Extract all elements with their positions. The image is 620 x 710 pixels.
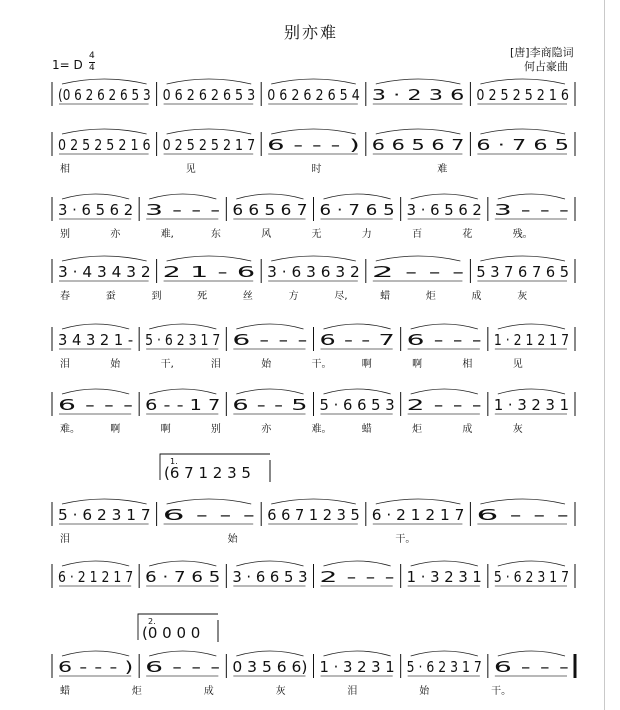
lyric-syllable: 炬	[425, 291, 436, 302]
measure-notes: 3 · 2 3 6	[371, 86, 465, 104]
measure-notes: 2 1 - 6	[162, 263, 256, 281]
lyric-syllable: 方	[288, 291, 299, 302]
lyric-syllable: 蚕	[105, 291, 116, 302]
measure-notes: 3 - - -	[145, 201, 221, 219]
volta-notes: (6 7 1 2 3 5	[164, 464, 251, 482]
measure-notes: 5 · 6 6 5 3	[319, 396, 395, 414]
measure-notes: (0 6 2 6 2 6 5 3	[58, 86, 151, 104]
measure-notes: 3 - - -	[493, 201, 569, 219]
measure-notes: 6 6 5 6 7	[232, 201, 308, 219]
song-title: 别亦难	[284, 23, 339, 42]
lyric-syllable: 难。	[311, 424, 332, 435]
lyric-syllable: 炬	[412, 424, 423, 435]
lyric-syllable: 始	[227, 534, 238, 545]
slur	[167, 256, 252, 261]
slur	[149, 561, 216, 566]
key-signature: 1= D	[52, 58, 83, 72]
lyric-syllable: 泪	[347, 686, 358, 697]
measure-notes: 6 · 7 6 5	[319, 201, 395, 219]
measure-notes: 6 - - - )	[58, 658, 134, 676]
slur	[271, 129, 356, 134]
measure-notes: 5 · 6 2 3 1 7	[493, 568, 569, 586]
lyric-syllable: 灰	[517, 291, 528, 302]
measure-notes: 2 - - -	[406, 396, 482, 414]
measure-notes: 0 2 5 2 5 2 1 7	[162, 136, 256, 154]
measure-notes: 3 · 4 3 4 3 2	[58, 263, 151, 281]
lyric-syllable: 啊	[160, 424, 171, 435]
lyric-syllable: 到	[151, 291, 162, 302]
slur	[376, 129, 461, 134]
slur	[498, 194, 565, 199]
lyric-syllable: 尽,	[334, 291, 348, 302]
lyric-syllable: 泪	[60, 359, 70, 370]
lyric-syllable: 成	[471, 291, 482, 302]
measure-notes: 5 · 6 2 3 1 7	[145, 331, 221, 349]
measure-notes: 6 - - -	[232, 331, 308, 349]
volta-number: 1.	[170, 457, 178, 466]
slur	[62, 389, 129, 394]
lyric-syllable: 成	[462, 424, 473, 435]
slur	[498, 389, 565, 394]
slur	[480, 129, 565, 134]
slur	[236, 389, 303, 394]
measure-notes: 5 · 6 2 3 1 7	[406, 658, 482, 676]
time-signature-bottom: 4	[89, 63, 95, 73]
lyric-syllable: 力	[361, 229, 372, 240]
lyric-syllable: 啊	[412, 359, 423, 370]
lyric-syllable: 花	[462, 229, 473, 240]
lyric-syllable: 泪	[210, 359, 221, 370]
measure-notes: 6 · 2 1 2 1 7	[58, 568, 134, 586]
slur	[324, 651, 391, 656]
measure-notes: 6 · 7 6 5	[476, 136, 569, 154]
measure-notes: 6 - - -	[58, 396, 134, 414]
slur	[62, 499, 147, 504]
slur	[62, 651, 129, 656]
measure-notes: 1 · 3 2 3 1	[493, 396, 569, 414]
lyric-syllable: 灰	[275, 686, 286, 697]
measure-notes: 0 6 2 6 2 6 5 4	[267, 86, 360, 104]
lyric-syllable: 别	[60, 229, 70, 240]
measure-notes: 6 - - -	[493, 658, 569, 676]
lyric-syllable: 百	[412, 229, 423, 240]
lyric-syllable: 干。	[491, 686, 512, 697]
slur	[498, 324, 565, 329]
slur	[324, 194, 391, 199]
lyric-syllable: 始	[261, 359, 272, 370]
measure-notes: 0 2 5 2 5 2 1 6	[476, 86, 569, 104]
measure-notes: 3 · 6 3 6 3 2	[267, 263, 360, 281]
lyric-syllable: 干,	[160, 359, 174, 370]
measure-notes: 1 · 3 2 3 1	[406, 568, 482, 586]
composer-credit: 何占豪曲	[524, 60, 568, 73]
lyric-syllable: 残。	[512, 229, 533, 240]
lyric-syllable: 蜡	[361, 424, 372, 435]
measure-notes: 0 6 2 6 2 6 5 3	[162, 86, 256, 104]
slur	[62, 194, 129, 199]
slur	[62, 79, 147, 84]
lyric-syllable: 风	[261, 229, 272, 240]
measure-notes: 6 - - - )	[267, 136, 360, 154]
slur	[149, 651, 216, 656]
slur	[271, 79, 356, 84]
lyric-syllable: 始	[110, 359, 121, 370]
time-signature-top: 4	[89, 51, 95, 61]
slur	[62, 129, 147, 134]
slur	[271, 499, 356, 504]
lyric-syllable: 见	[185, 164, 196, 175]
slur	[411, 389, 478, 394]
measure-notes: 6 - - -	[406, 331, 482, 349]
lyric-syllable: 东	[210, 229, 221, 240]
measure-notes: 2 - - -	[319, 568, 395, 586]
lyric-syllable: 见	[512, 359, 523, 370]
lyric-syllable: 别	[210, 424, 221, 435]
slur	[271, 256, 356, 261]
lyric-syllable: 蜡	[60, 686, 70, 697]
measure-notes: 1 · 3 2 3 1	[319, 658, 395, 676]
measure-notes: 0 3 5 6 6)	[232, 658, 308, 676]
slur	[167, 79, 252, 84]
slur	[480, 499, 565, 504]
measure-notes: 6 6 7 1 2 3 5	[267, 506, 360, 524]
lyric-syllable: 炬	[131, 686, 142, 697]
lyricist-credit: [唐]李商隐词	[510, 46, 574, 59]
lyric-syllable: 难,	[160, 229, 174, 240]
slur	[480, 256, 565, 261]
measure-notes: 3 · 6 6 5 3	[232, 568, 308, 586]
measure-notes: 6 - - -	[162, 506, 256, 524]
slur	[480, 79, 565, 84]
measure-notes: 6 6 5 6 7	[371, 136, 465, 154]
lyric-syllable: 蜡	[380, 291, 391, 302]
lyric-syllable: 时	[311, 164, 322, 175]
measure-notes: 5 3 7 6 7 6 5	[476, 263, 569, 281]
slur	[236, 194, 303, 199]
slur	[498, 651, 565, 656]
lyric-syllable: 相	[60, 164, 70, 175]
slur	[324, 389, 391, 394]
slur	[62, 324, 129, 329]
lyric-syllable: 死	[197, 291, 208, 302]
slur	[62, 561, 129, 566]
lyric-syllable: 相	[462, 359, 473, 370]
lyric-syllable: 无	[311, 229, 322, 240]
measure-notes: 6 - - 1 7	[145, 396, 221, 414]
lyric-syllable: 难	[437, 164, 448, 175]
measure-notes: 6 - - 7	[319, 331, 395, 349]
slur	[324, 561, 391, 566]
measure-notes: 5 · 6 2 3 1 7	[58, 506, 151, 524]
measure-notes: 2 - - -	[371, 263, 465, 281]
slur	[167, 499, 252, 504]
lyric-syllable: 啊	[110, 424, 121, 435]
volta-number: 2.	[148, 617, 156, 626]
lyric-syllable: 干。	[311, 359, 332, 370]
slur	[411, 194, 478, 199]
slur	[236, 651, 303, 656]
lyric-syllable: 难。	[60, 424, 80, 435]
lyric-syllable: 始	[419, 686, 430, 697]
measure-notes: 3 4 3 2 1 -	[58, 331, 134, 349]
slur	[167, 129, 252, 134]
measure-notes: 3 · 6 5 6 2	[406, 201, 482, 219]
measure-notes: 1 · 2 1 2 1 7	[493, 331, 569, 349]
slur	[411, 561, 478, 566]
measure-notes: 0 2 5 2 5 2 1 6	[58, 136, 151, 154]
slur	[149, 194, 216, 199]
measure-notes: 6 - - -	[145, 658, 221, 676]
slur	[411, 324, 478, 329]
slur	[498, 561, 565, 566]
slur	[236, 561, 303, 566]
lyric-syllable: 亦	[261, 424, 272, 435]
measure-notes: 6 - - 5	[232, 396, 308, 414]
lyric-syllable: 亦	[110, 229, 121, 240]
measure-notes: 3 · 6 5 6 2	[58, 201, 134, 219]
lyric-syllable: 丝	[242, 291, 253, 302]
lyric-syllable: 干。	[395, 534, 416, 545]
measure-notes: 6 · 7 6 5	[145, 568, 221, 586]
lyric-syllable: 灰	[512, 424, 523, 435]
measure-notes: 6 · 2 1 2 1 7	[371, 506, 465, 524]
lyric-syllable: 泪	[60, 534, 70, 545]
slur	[62, 256, 147, 261]
lyric-syllable: 啊	[361, 359, 372, 370]
slur	[324, 324, 391, 329]
slur	[376, 499, 461, 504]
measure-notes: 6 - - -	[476, 506, 569, 524]
lyric-syllable: 春	[60, 291, 70, 302]
volta-notes: (0 0 0 0	[142, 624, 201, 642]
slur	[236, 324, 303, 329]
slur	[149, 324, 216, 329]
slur	[411, 651, 478, 656]
slur	[376, 79, 461, 84]
lyric-syllable: 成	[203, 686, 214, 697]
slur	[376, 256, 461, 261]
slur	[149, 389, 216, 394]
